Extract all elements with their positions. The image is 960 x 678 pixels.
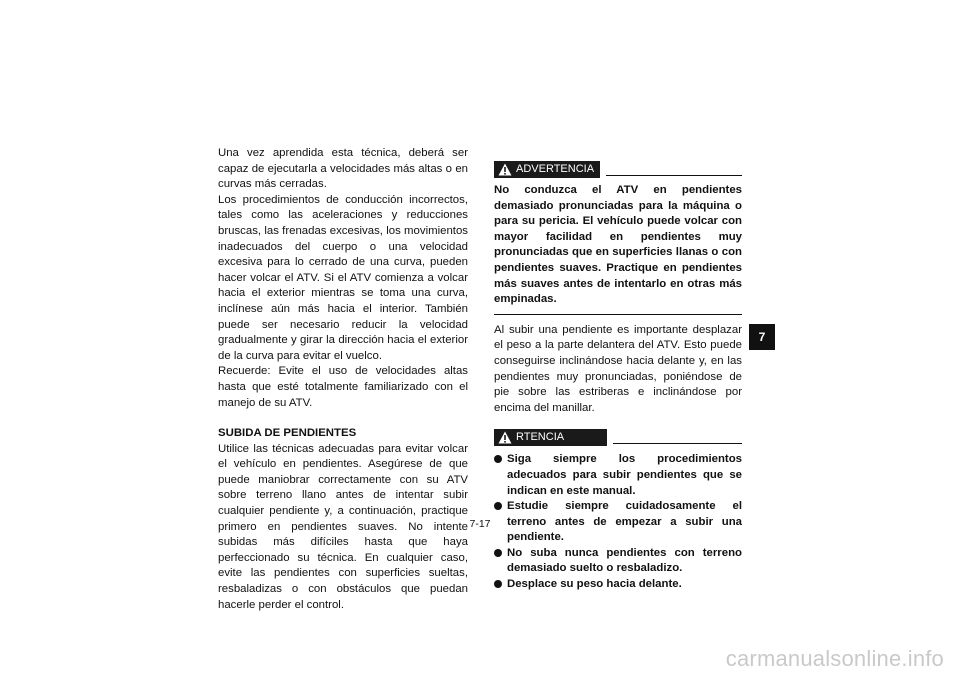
bullet-item: Siga siempre los procedimientos adecuados para subir pendientes que se indican en este manual. bbox=[494, 452, 742, 499]
warning-triangle-icon bbox=[498, 163, 512, 176]
section-heading: SUBIDA DE PENDIENTES bbox=[218, 427, 357, 440]
warning-text: No conduzca el ATV en pendientes demasiado pronunciadas para la máquina o para su pericia. El vehículo puede volcar con mayor facilidad en pendientes muy pronunciadas que en superficies llanas o con pendientes suaves. Practique en pendientes más suaves antes de intentarlo en otras más empinadas. bbox=[494, 184, 742, 306]
warning-triangle-icon bbox=[498, 431, 512, 444]
warning-header bbox=[494, 158, 742, 178]
left-column bbox=[218, 146, 468, 613]
driving-errors-paragraph: Los procedimientos de conducción incorrectos, tales como las aceleraciones y reducciones bruscas, las frenadas excesivas, los movimientos inadecuados del cuerpo o una velocidad excesiva para lo cerrado de una curva, pueden hacer volcar el ATV. Si el ATV comienza a volcar hacia el exterior mientras se toma una curva, inclínese aún más hacia el interior. También puede ser necesario reducir la velocidad gradualmente y girar la dirección hacia el exterior de la curva para evitar el vuelco. bbox=[218, 193, 468, 362]
warning-badge-2 bbox=[494, 429, 607, 446]
intro-paragraph: Una vez aprendida esta técnica, deberá ser capaz de ejecutarla a velocidades más altas o en curvas más cerradas. bbox=[218, 147, 468, 191]
warning-label: ADVERTENCIA bbox=[516, 163, 595, 175]
reminder-paragraph: Recuerde: Evite el uso de velocidades altas hasta que esté totalmente familiarizado con el manejo de su ATV. bbox=[218, 365, 468, 409]
page-number: 7-17 bbox=[469, 518, 491, 530]
chapter-tab: 7 bbox=[749, 324, 775, 350]
bullet-item: Estudie siempre cuidadosamente el terreno antes de empezar a subir una pendiente. bbox=[494, 499, 742, 546]
warning-header-2 bbox=[494, 426, 742, 446]
warning-end-rule bbox=[494, 314, 742, 315]
climbing-paragraph: Al subir una pendiente es importante desplazar el peso a la parte delantera del ATV. Esto puede conseguirse inclinándose hacia delante y, en las pendientes muy pronunciadas, poniéndose de pie sobre las estriberas e inclinándose por encima del manillar. bbox=[494, 323, 742, 414]
bullet-item: Desplace su peso hacia delante. bbox=[494, 577, 742, 593]
warning-badge bbox=[494, 161, 600, 178]
warning-label-2: RTENCIA bbox=[516, 431, 565, 444]
bullet-item: No suba nunca pendientes con terreno demasiado suelto o resbaladizo. bbox=[494, 546, 742, 577]
warning-header-rule bbox=[606, 175, 742, 176]
slopes-paragraph: Utilice las técnicas adecuadas para evitar volcar el vehículo en pendientes. Asegúrese de que puede maniobrar correctamente con su ATV sobre terreno llano antes de intentar subir cualquier pendiente y, a continuación, practique primero en pendientes suaves. No intente subidas más difíciles hasta que haya perfeccionado su técnica. En cualquier caso, evite las pendientes con superficies sueltas, resbaladizas o con obstáculos que puedan hacerle perder el control. bbox=[218, 442, 468, 611]
warning-header-rule-2 bbox=[613, 443, 742, 444]
watermark: carmanualsonline.info bbox=[725, 646, 944, 671]
